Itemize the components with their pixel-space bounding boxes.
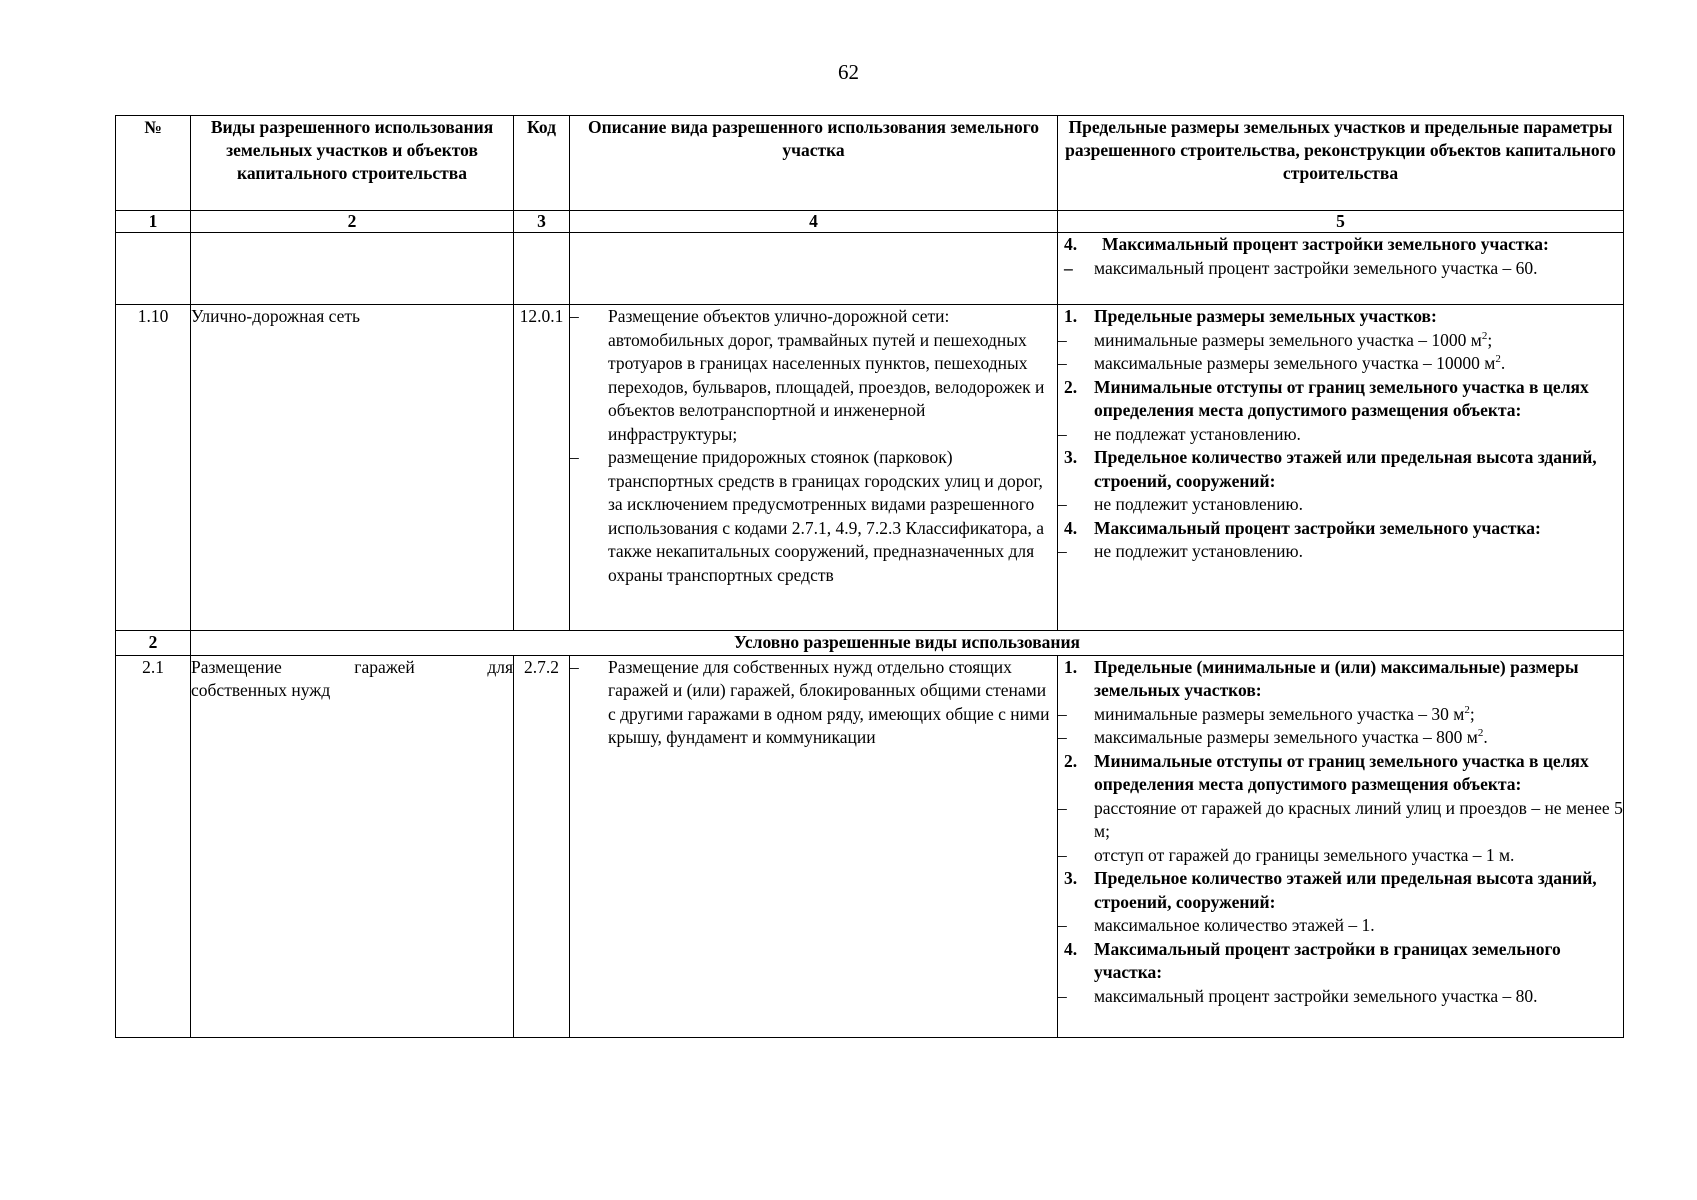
param-heading: 3. Предельное количество этажей или предельная высота зданий, строений, сооружений: bbox=[1064, 447, 1597, 491]
column-number: 5 bbox=[1058, 211, 1624, 233]
param-heading: 1. Предельные (минимальные и (или) максимальные) размеры земельных участков: bbox=[1064, 656, 1579, 700]
description-item: – размещение придорожных стоянок (парковок) транспортных средств в границах городских улиц и дорог, за исключением предусмотренных видами разрешенного использования с кодами 2.7.1, 4.9, 7.2.3 Классификатора, а также некапитальных сооружений, предназначенных для охраны транспортных средств bbox=[570, 447, 1045, 585]
use-code: 2.7.2 bbox=[514, 655, 570, 1037]
param-item: – максимальное количество этажей – 1. bbox=[1058, 915, 1375, 935]
param-heading: 3. Предельное количество этажей или предельная высота зданий, строений, сооружений: bbox=[1064, 868, 1597, 912]
param-item: – максимальный процент застройки земельного участка – 80. bbox=[1058, 985, 1538, 1006]
parameters-cell bbox=[1058, 305, 1624, 631]
row-number: 2.1 bbox=[116, 655, 191, 1037]
section-number: 2 bbox=[116, 631, 191, 656]
param-heading: 1. Предельные размеры земельных участков: bbox=[1064, 306, 1437, 326]
param-heading: 4. Максимальный процент застройки в границах земельного участка: bbox=[1064, 938, 1561, 982]
param-heading: 4. Максимальный процент застройки земельного участка: bbox=[1064, 517, 1541, 538]
table-header-row bbox=[116, 116, 1624, 211]
description-cell bbox=[570, 655, 1058, 1037]
parameters-cell bbox=[1058, 655, 1624, 1037]
param-item: – отступ от гаражей до границы земельного участка – 1 м. bbox=[1058, 844, 1515, 865]
column-number: 1 bbox=[116, 211, 191, 233]
section-title: Условно разрешенные виды использования bbox=[191, 631, 1624, 656]
use-code: 12.0.1 bbox=[514, 305, 570, 631]
param-item: – не подлежит установлению. bbox=[1058, 494, 1303, 514]
param-heading: 4. Максимальный процент застройки земельного участка: bbox=[1064, 234, 1549, 254]
column-number-row bbox=[116, 211, 1624, 233]
section-row-2 bbox=[116, 631, 1624, 656]
table-row-1-10 bbox=[116, 305, 1624, 631]
param-item: – максимальные размеры земельного участка – 10000 $м^2$. bbox=[1058, 353, 1506, 373]
header-use-types: Виды разрешенного использования земельных участков и объектов капитального строительства bbox=[191, 116, 514, 211]
param-heading: 2. Минимальные отступы от границ земельного участка в целях определения места допустимого размещения объекта: bbox=[1064, 376, 1589, 420]
description-item: – Размещение для собственных нужд отдельно стоящих гаражей и (или) гаражей, блокированных общими стенами с другими гаражами в одном ряду, имеющих общие с ними крышу, фундамент и коммуникации bbox=[570, 656, 1050, 747]
table-row-continuation bbox=[116, 233, 1624, 305]
header-description: Описание вида разрешенного использования земельного участка bbox=[570, 116, 1058, 211]
row-number: 1.10 bbox=[116, 305, 191, 631]
header-code: Код bbox=[514, 116, 570, 211]
header-number: № bbox=[116, 116, 191, 211]
description-cell bbox=[570, 305, 1058, 631]
table-row-2-1 bbox=[116, 655, 1624, 1037]
page-number: 62 bbox=[838, 60, 859, 84]
param-heading: 2. Минимальные отступы от границ земельного участка в целях определения места допустимого размещения объекта: bbox=[1064, 750, 1589, 794]
description-item: – Размещение объектов улично-дорожной сети: автомобильных дорог, трамвайных путей и пешеходных тротуаров в границах населенных пунктов, пешеходных переходов, бульваров, площадей, проездов, велодорожек и объектов велотранспортной и инженерной инфраструктуры; bbox=[570, 306, 1045, 444]
parameters-cell bbox=[1058, 233, 1624, 305]
use-type-name: Размещение гаражей для собственных нужд bbox=[191, 655, 514, 1037]
param-item: – минимальные размеры земельного участка – 1000 $м^2$; bbox=[1058, 329, 1493, 350]
use-type-name: Улично-дорожная сеть bbox=[191, 305, 514, 631]
param-item: – расстояние от гаражей до красных линий улиц и проездов – не менее 5 м; bbox=[1058, 797, 1623, 841]
header-parameters: Предельные размеры земельных участков и предельные параметры разрешенного строительства, реконструкции объектов капитального строительства bbox=[1058, 116, 1624, 211]
land-use-table bbox=[115, 115, 1624, 1038]
param-item: – не подлежат установлению. bbox=[1058, 423, 1301, 444]
column-number: 3 bbox=[514, 211, 570, 233]
column-number: 4 bbox=[570, 211, 1058, 233]
param-item: – максимальные размеры земельного участка – 800 $м^2$. bbox=[1058, 727, 1488, 747]
param-item: – минимальные размеры земельного участка – 30 $м^2$; bbox=[1058, 703, 1475, 724]
param-item: – не подлежит установлению. bbox=[1058, 541, 1303, 561]
column-number: 2 bbox=[191, 211, 514, 233]
param-item: – максимальный процент застройки земельного участка – 60. bbox=[1064, 257, 1538, 278]
